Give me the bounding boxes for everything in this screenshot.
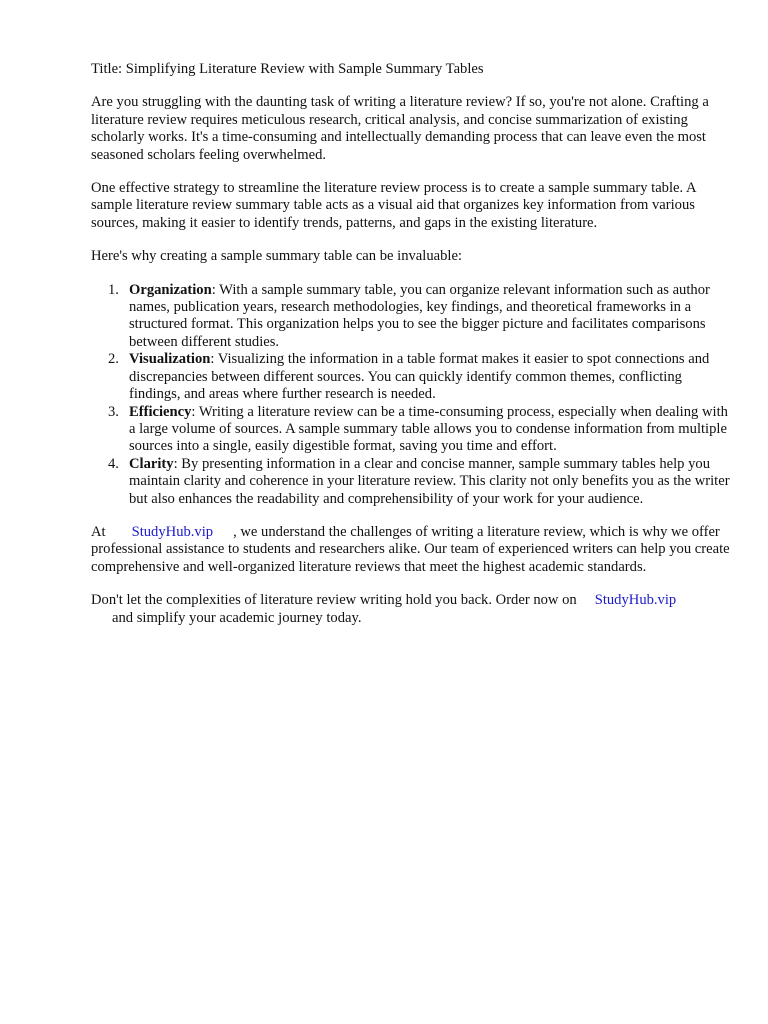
list-item-term: Organization xyxy=(129,281,212,298)
studyhub-suffix: , we understand the challenges of writing a literature review, which is why we offer professional assistance to students and researchers alike. Our team of experienced writers can help you create comprehensive and well-organized literature reviews that meet the highest academic standards. xyxy=(91,523,730,575)
list-item xyxy=(91,282,731,352)
list-item-text: : With a sample summary table, you can organize relevant information such as author names, publication years, research methodologies, key findings, and theoretical frameworks in a structured format. This organization helps you to see the bigger picture and facilitates comparisons between different studies. xyxy=(129,281,710,350)
list-item-text: : Writing a literature review can be a time-consuming process, especially when dealing with a large volume of sources. A sample summary table allows you to condense information from multiple sources into a single, easily digestible format, saving you time and effort. xyxy=(129,403,728,455)
closing-studyhub-link[interactable]: StudyHub.vip xyxy=(594,592,677,609)
list-intro-paragraph: Here's why creating a sample summary table can be invaluable: xyxy=(91,248,462,265)
list-item xyxy=(91,404,731,456)
list-item xyxy=(91,456,731,508)
list-item-text: : Visualizing the information in a table format makes it easier to spot connections and discrepancies between different sources. You can quickly identify common themes, conflicting findings, and areas where further research is needed. xyxy=(129,351,710,403)
list-item-term: Efficiency xyxy=(129,403,192,420)
list-item-number: 4. xyxy=(108,455,119,472)
list-item-number: 1. xyxy=(108,281,119,298)
document-page xyxy=(91,61,731,643)
studyhub-link[interactable]: StudyHub.vip xyxy=(131,523,214,540)
list-item-term: Visualization xyxy=(129,351,211,368)
benefits-list xyxy=(91,282,731,508)
intro-paragraph: Are you struggling with the daunting task of writing a literature review? If so, you're not alone. Crafting a literature review requires meticulous research, critical analysis, and concise summarization of existing scholarly works. It's a time-consuming and intellectually demanding process that can leave even the most seasoned scholars feeling overwhelmed. xyxy=(91,94,709,163)
list-item-term: Clarity xyxy=(129,455,174,472)
document-title: Title: Simplifying Literature Review with Sample Summary Tables xyxy=(91,61,484,77)
closing-suffix: and simplify your academic journey today. xyxy=(112,609,362,626)
studyhub-prefix: At xyxy=(91,523,106,540)
closing-prefix: Don't let the complexities of literature review writing hold you back. Order now on xyxy=(91,592,577,609)
closing-paragraph xyxy=(91,592,731,627)
strategy-paragraph: One effective strategy to streamline the literature review process is to create a sample summary table. A sample literature review summary table acts as a visual aid that organizes key information from various sources, making it easier to identify trends, patterns, and gaps in the existing literature. xyxy=(91,180,696,231)
studyhub-paragraph xyxy=(91,524,731,576)
list-item-text: : By presenting information in a clear and concise manner, sample summary tables help you maintain clarity and coherence in your literature review. This clarity not only benefits you as the writer but also enhances the readability and comprehensibility of your work for your audience. xyxy=(129,455,730,507)
list-item-number: 2. xyxy=(108,351,119,368)
list-item-number: 3. xyxy=(108,403,119,420)
list-item xyxy=(91,351,731,403)
